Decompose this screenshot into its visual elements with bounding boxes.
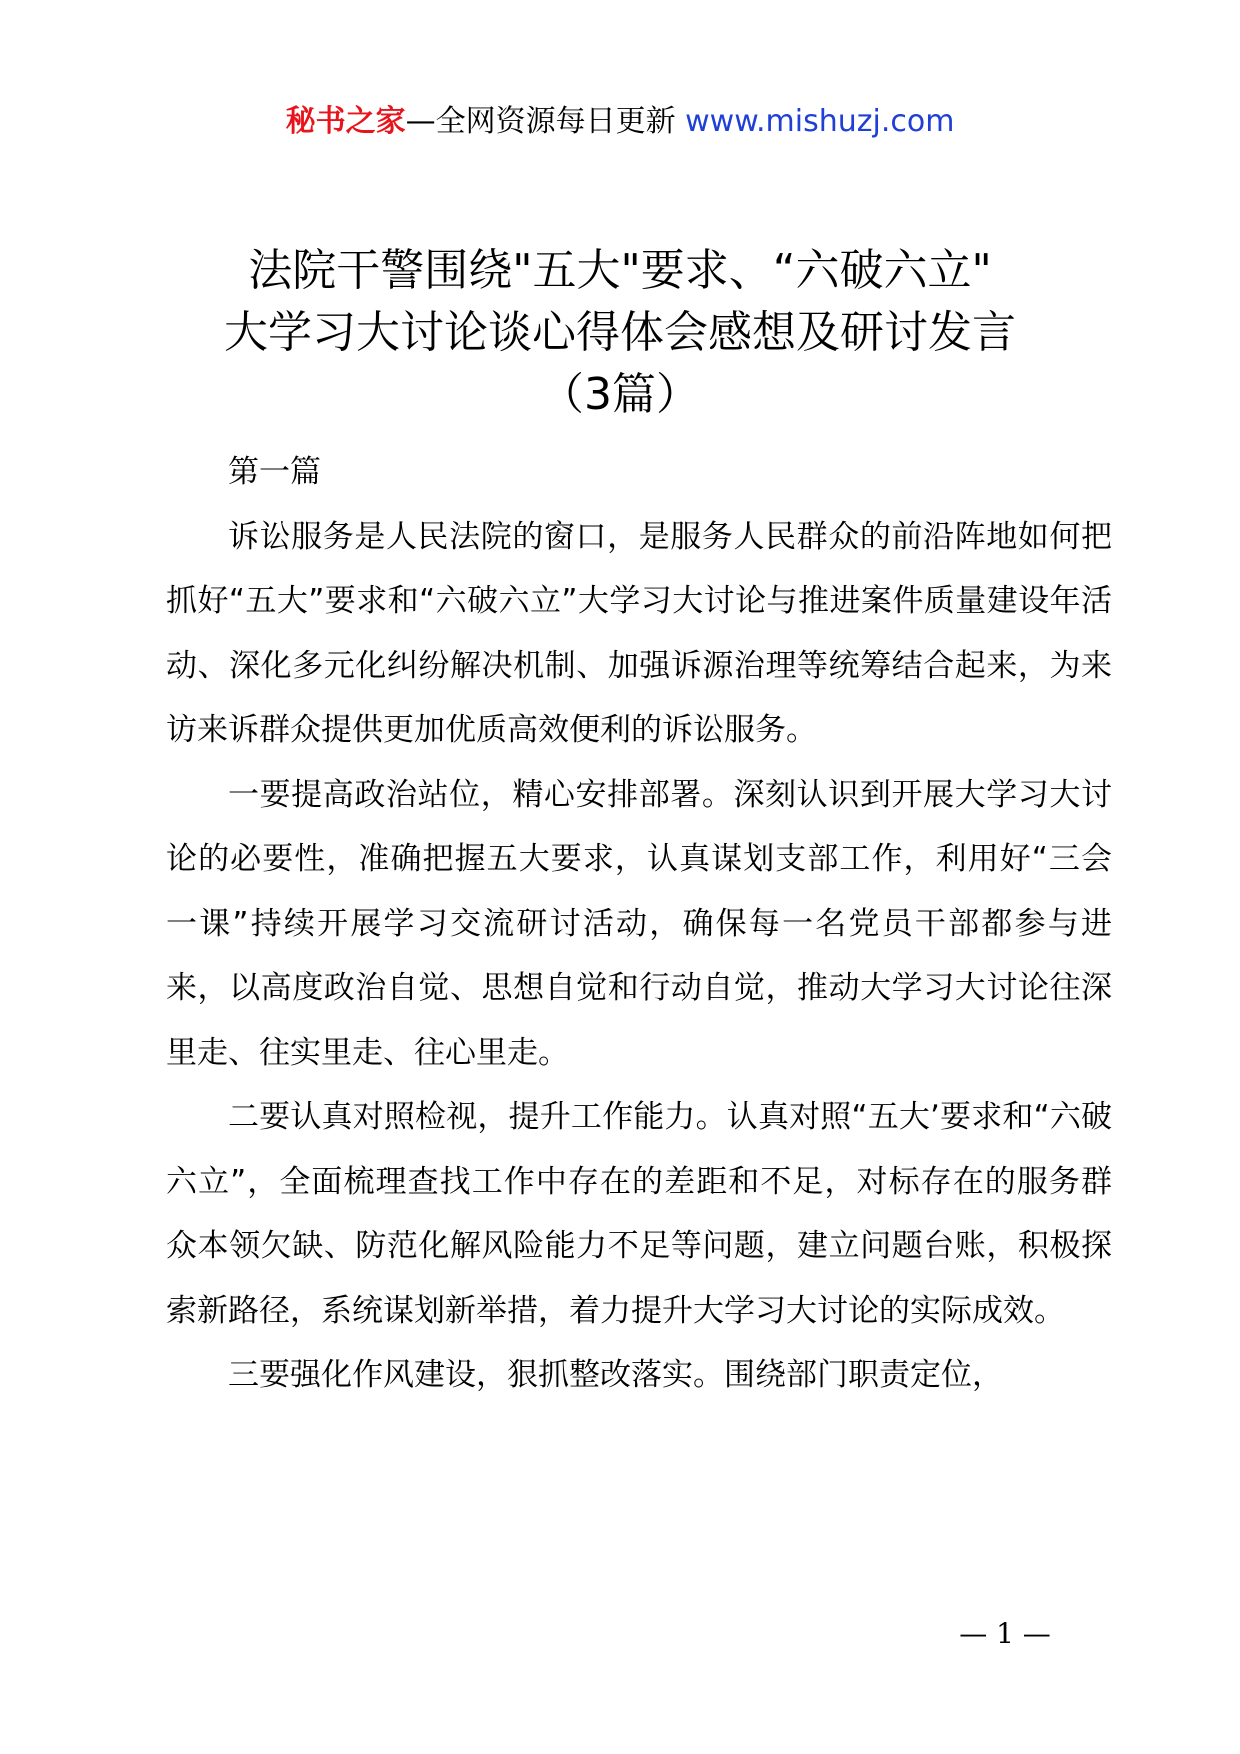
- banner-slogan: —全网资源每日更新: [405, 104, 686, 139]
- title-line-1: 法院干警围绕"五大"要求、“六破六立": [248, 245, 992, 296]
- paragraph: 二要认真对照检视，提升工作能力。认真对照“五大’要求和“六破六立”，全面梳理查找工作中存在的差距和不足，对标存在的服务群众本领欠缺、防范化解风险能力不足等问题，建立问题台账，积极探索新路径，系统谋划新举措，着力提升大学习大讨论的实际成效。: [166, 1099, 1112, 1329]
- section-label: 第一篇: [228, 454, 321, 490]
- document-body: [166, 440, 1112, 1408]
- paragraph: 一要提高政治站位，精心安排部署。深刻认识到开展大学习大讨论的必要性，准确把握五大要求，认真谋划支部工作，利用好“三会一课”持续开展学习交流研讨活动，确保每一名党员干部都参与进来，以高度政治自觉、思想自觉和行动自觉，推动大学习大讨论往深里走、往实里走、往心里走。: [166, 776, 1112, 1071]
- paragraph: 三要强化作风建设，狠抓整改落实。围绕部门职责定位，: [228, 1357, 1003, 1393]
- paragraph: 诉讼服务是人民法院的窗口，是服务人民群众的前沿阵地如何把抓好“五大”要求和“六破六立”大学习大讨论与推进案件质量建设年活动、深化多元化纠纷解决机制、加强诉源治理等统筹结合起来，为来访来诉群众提供更加优质高效便利的诉讼服务。: [166, 518, 1112, 748]
- document-title: [150, 240, 1090, 426]
- site-url[interactable]: www.mishuzj.com: [685, 104, 955, 139]
- page-number: — 1 —: [959, 1617, 1051, 1650]
- title-line-3: （3篇）: [540, 369, 700, 420]
- brand-name: 秘书之家: [285, 104, 406, 139]
- title-line-2: 大学习大讨论谈心得体会感想及研讨发言: [224, 307, 1016, 358]
- site-banner: [0, 100, 1240, 144]
